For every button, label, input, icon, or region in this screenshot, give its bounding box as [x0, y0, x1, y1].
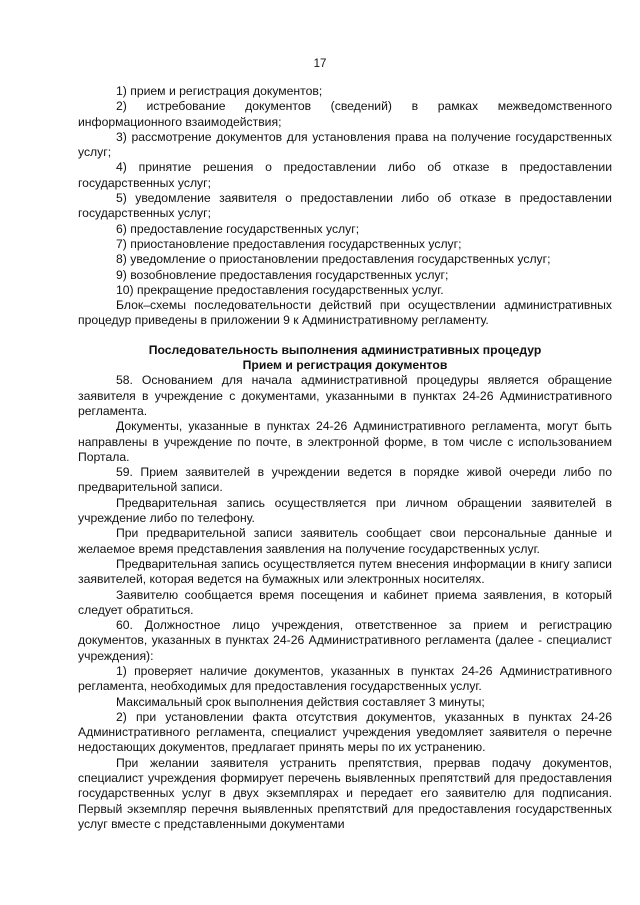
list-item: 8) уведомление о приостановлении предоставления государственных услуг; [116, 252, 551, 267]
section-heading: Последовательность выполнения административных процедур [148, 342, 542, 357]
list-item: 2) истребование документов (сведений) в рамках межведомственного информационного взаимодействия; [78, 99, 612, 129]
list-item: 1) прием и регистрация документов; [116, 84, 323, 98]
list-item: 7) приостановление предоставления государственных услуг; [116, 236, 462, 251]
body-paragraph: 1) проверяет наличие документов, указанных в пунктах 24-26 Административного регламента, необходимых для предоставления государственных услуг. [78, 663, 612, 694]
list-item: 3) рассмотрение документов для установления права на получение государственных услуг; [78, 129, 612, 160]
body-paragraph: 60. Должностное лицо учреждения, ответственное за прием и регистрацию документов, указанных в пунктах 24-26 Административного регламента (далее - специалист учреждения): [78, 618, 612, 663]
section-gap [78, 329, 612, 343]
body-paragraph: 58. Основанием для начала административной процедуры является обращение заявителя в учреждение с документами, указанными в пунктах 24-26 Административного регламента. [78, 373, 612, 418]
document-body [78, 84, 612, 832]
block-schemes-paragraph: Блок–схемы последовательности действий при осуществлении административных процедур приведены в приложении 9 к Административному регламенту. [78, 298, 612, 328]
body-paragraph: 59. Прием заявителей в учреждении ведется в порядке живой очереди либо по предварительной записи. [78, 465, 612, 495]
page-number: 17 [313, 58, 327, 70]
list-item: 9) возобновление предоставления государственных услуг; [116, 267, 449, 282]
body-paragraph: Документы, указанные в пунктах 24-26 Административного регламента, могут быть направлены в учреждение по почте, в электронной форме, в том числе с использованием Портала. [78, 419, 612, 464]
body-paragraph: 2) при установлении факта отсутствия документов, указанных в пунктах 24-26 Административного регламента, специалист учреждения уведомляет заявителя о перечне недостающих документов, предлагает принять меры по их устранению. [78, 709, 612, 755]
subsection-heading: Прием и регистрация документов [242, 358, 448, 373]
list-item: 10) прекращение предоставления государственных услуг. [116, 282, 444, 297]
body-paragraph: При желании заявителя устранить препятствия, прервав подачу документов, специалист учреждения формирует перечень выявленных препятствий для предоставления государственных услуг в двух экземплярах и передает его заявителю для подписания. Первый экземпляр перечня выявленных препятствий для предоставления государственных услуг вместе с представленными документами [78, 755, 612, 831]
list-item: 5) уведомление заявителя о предоставлении либо об отказе в предоставлении государственных услуг; [78, 191, 612, 221]
list-item: 4) принятие решения о предоставлении либо об отказе в предоставлении государственных услуг; [78, 160, 612, 190]
body-paragraph: Предварительная запись осуществляется путем внесения информации в книгу записи заявителей, которая ведется на бумажных или электронных носителях. [78, 556, 612, 587]
body-paragraph: Предварительная запись осуществляется при личном обращении заявителей в учреждение либо по телефону. [78, 495, 612, 526]
body-paragraph: Заявителю сообщается время посещения и кабинет приема заявления, в который следует обратиться. [78, 587, 612, 617]
body-paragraph: Максимальный срок выполнения действия составляет 3 минуты; [116, 694, 485, 709]
list-item: 6) предоставление государственных услуг; [116, 221, 360, 236]
body-paragraph: При предварительной записи заявитель сообщает свои персональные данные и желаемое время представления заявления на получение государственных услуг. [78, 526, 612, 556]
